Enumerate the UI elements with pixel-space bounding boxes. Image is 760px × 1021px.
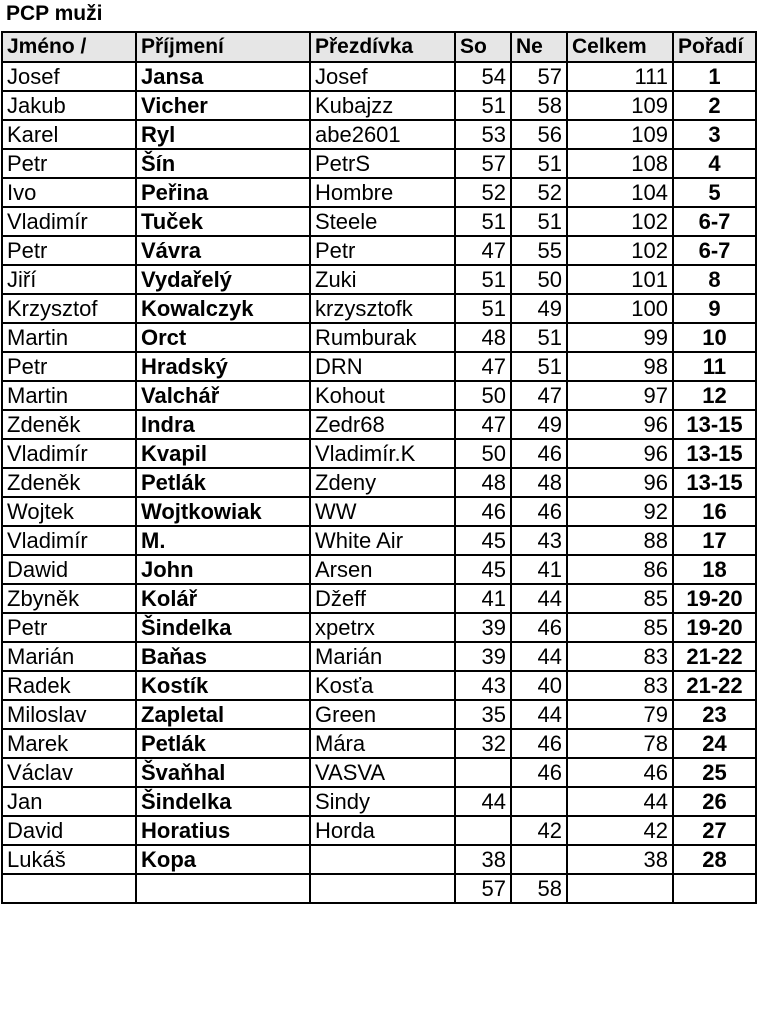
cell-total: 42 bbox=[567, 816, 673, 845]
cell-rank: 18 bbox=[673, 555, 756, 584]
cell-saturday: 41 bbox=[455, 584, 511, 613]
cell-saturday: 32 bbox=[455, 729, 511, 758]
cell-first-name: Zbyněk bbox=[2, 584, 136, 613]
table-row bbox=[2, 700, 756, 729]
cell-surname: Hradský bbox=[136, 352, 310, 381]
table-row bbox=[2, 845, 756, 874]
col-header-first-name: Jméno / bbox=[2, 32, 136, 62]
cell-sunday: 47 bbox=[511, 381, 567, 410]
cell-total: 38 bbox=[567, 845, 673, 874]
cell-first-name: Lukáš bbox=[2, 845, 136, 874]
cell-rank: 10 bbox=[673, 323, 756, 352]
cell-rank: 2 bbox=[673, 91, 756, 120]
cell-sunday: 48 bbox=[511, 468, 567, 497]
cell-first-name: Martin bbox=[2, 323, 136, 352]
cell-first-name: Petr bbox=[2, 352, 136, 381]
cell-sunday: 51 bbox=[511, 323, 567, 352]
cell-rank: 12 bbox=[673, 381, 756, 410]
cell-total: 111 bbox=[567, 62, 673, 91]
cell-total: 96 bbox=[567, 468, 673, 497]
cell-sunday: 44 bbox=[511, 700, 567, 729]
cell-total: 83 bbox=[567, 642, 673, 671]
col-header-total: Celkem bbox=[567, 32, 673, 62]
table-row bbox=[2, 207, 756, 236]
cell-nickname: Zedr68 bbox=[310, 410, 455, 439]
cell-surname: Baňas bbox=[136, 642, 310, 671]
cell-first-name: Miloslav bbox=[2, 700, 136, 729]
cell-rank: 4 bbox=[673, 149, 756, 178]
cell-rank: 13-15 bbox=[673, 439, 756, 468]
col-header-surname: Příjmení bbox=[136, 32, 310, 62]
cell-rank: 25 bbox=[673, 758, 756, 787]
cell-nickname: abe2601 bbox=[310, 120, 455, 149]
cell-first-name: Vladimír bbox=[2, 526, 136, 555]
cell-rank: 24 bbox=[673, 729, 756, 758]
cell-saturday: 50 bbox=[455, 439, 511, 468]
cell-nickname: Zdeny bbox=[310, 468, 455, 497]
cell-first-name: Wojtek bbox=[2, 497, 136, 526]
table-row bbox=[2, 816, 756, 845]
cell-sunday: 56 bbox=[511, 120, 567, 149]
cell-first-name: Petr bbox=[2, 236, 136, 265]
cell-saturday: 44 bbox=[455, 787, 511, 816]
cell-nickname: DRN bbox=[310, 352, 455, 381]
cell-surname: Kostík bbox=[136, 671, 310, 700]
cell-saturday: 38 bbox=[455, 845, 511, 874]
cell-total: 83 bbox=[567, 671, 673, 700]
cell-rank: 16 bbox=[673, 497, 756, 526]
table-row bbox=[2, 62, 756, 91]
cell-nickname: Horda bbox=[310, 816, 455, 845]
cell-saturday: 50 bbox=[455, 381, 511, 410]
cell-surname: Kowalczyk bbox=[136, 294, 310, 323]
cell-surname: Šindelka bbox=[136, 613, 310, 642]
table-row bbox=[2, 352, 756, 381]
cell-rank: 13-15 bbox=[673, 468, 756, 497]
cell-total: 88 bbox=[567, 526, 673, 555]
cell-first-name: Marián bbox=[2, 642, 136, 671]
table-row bbox=[2, 526, 756, 555]
cell-rank: 8 bbox=[673, 265, 756, 294]
cell-saturday: 47 bbox=[455, 236, 511, 265]
cell-sunday: 51 bbox=[511, 149, 567, 178]
cell-nickname: WW bbox=[310, 497, 455, 526]
cell-rank: 26 bbox=[673, 787, 756, 816]
cell-saturday bbox=[455, 816, 511, 845]
col-header-saturday: So bbox=[455, 32, 511, 62]
cell-rank: 9 bbox=[673, 294, 756, 323]
cell-surname: Horatius bbox=[136, 816, 310, 845]
cell-total: 108 bbox=[567, 149, 673, 178]
cell-sunday: 49 bbox=[511, 294, 567, 323]
cell-first-name: Krzysztof bbox=[2, 294, 136, 323]
cell-rank: 3 bbox=[673, 120, 756, 149]
results-table bbox=[1, 31, 757, 904]
cell-first-name: Radek bbox=[2, 671, 136, 700]
cell-surname: Vydařelý bbox=[136, 265, 310, 294]
cell-surname: Ryl bbox=[136, 120, 310, 149]
cell-saturday: 51 bbox=[455, 91, 511, 120]
cell-nickname: Zuki bbox=[310, 265, 455, 294]
cell-sunday: 46 bbox=[511, 729, 567, 758]
cell-first-name: Marek bbox=[2, 729, 136, 758]
cell-sunday: 52 bbox=[511, 178, 567, 207]
cell-sunday: 55 bbox=[511, 236, 567, 265]
cell-nickname: Marián bbox=[310, 642, 455, 671]
header-row bbox=[2, 32, 756, 62]
cell-saturday: 46 bbox=[455, 497, 511, 526]
cell-saturday: 39 bbox=[455, 642, 511, 671]
cell-surname: Wojtkowiak bbox=[136, 497, 310, 526]
cell-nickname: Kosťa bbox=[310, 671, 455, 700]
table-row bbox=[2, 555, 756, 584]
cell-total: 102 bbox=[567, 236, 673, 265]
cell-sunday: 42 bbox=[511, 816, 567, 845]
cell-total: 46 bbox=[567, 758, 673, 787]
cell-saturday: 51 bbox=[455, 207, 511, 236]
cell-total: 100 bbox=[567, 294, 673, 323]
cell-nickname: Kohout bbox=[310, 381, 455, 410]
cell-surname bbox=[136, 874, 310, 903]
table-row bbox=[2, 584, 756, 613]
cell-rank: 6-7 bbox=[673, 236, 756, 265]
cell-first-name: Petr bbox=[2, 613, 136, 642]
table-row bbox=[2, 758, 756, 787]
cell-surname: Petlák bbox=[136, 729, 310, 758]
cell-saturday: 57 bbox=[455, 149, 511, 178]
table-row bbox=[2, 468, 756, 497]
cell-rank: 5 bbox=[673, 178, 756, 207]
cell-sunday: 49 bbox=[511, 410, 567, 439]
cell-nickname: Rumburak bbox=[310, 323, 455, 352]
cell-total: 101 bbox=[567, 265, 673, 294]
cell-sunday: 44 bbox=[511, 584, 567, 613]
cell-total: 99 bbox=[567, 323, 673, 352]
cell-total: 96 bbox=[567, 410, 673, 439]
cell-surname: Jansa bbox=[136, 62, 310, 91]
cell-sunday: 51 bbox=[511, 352, 567, 381]
cell-saturday: 45 bbox=[455, 526, 511, 555]
cell-surname: Švaňhal bbox=[136, 758, 310, 787]
cell-surname: Vávra bbox=[136, 236, 310, 265]
cell-first-name: Jiří bbox=[2, 265, 136, 294]
cell-surname: Indra bbox=[136, 410, 310, 439]
cell-first-name: Jakub bbox=[2, 91, 136, 120]
cell-first-name: Petr bbox=[2, 149, 136, 178]
cell-first-name: Jan bbox=[2, 787, 136, 816]
table-row bbox=[2, 787, 756, 816]
cell-first-name: David bbox=[2, 816, 136, 845]
cell-nickname: Arsen bbox=[310, 555, 455, 584]
cell-sunday: 46 bbox=[511, 758, 567, 787]
cell-rank: 6-7 bbox=[673, 207, 756, 236]
cell-total: 78 bbox=[567, 729, 673, 758]
cell-saturday: 45 bbox=[455, 555, 511, 584]
cell-total: 102 bbox=[567, 207, 673, 236]
cell-surname: Petlák bbox=[136, 468, 310, 497]
cell-total: 86 bbox=[567, 555, 673, 584]
cell-saturday: 35 bbox=[455, 700, 511, 729]
cell-saturday: 48 bbox=[455, 323, 511, 352]
cell-first-name: Vladimír bbox=[2, 439, 136, 468]
cell-surname: Šindelka bbox=[136, 787, 310, 816]
cell-total: 104 bbox=[567, 178, 673, 207]
cell-nickname: Sindy bbox=[310, 787, 455, 816]
table-row bbox=[2, 874, 756, 903]
table-row bbox=[2, 642, 756, 671]
table-row bbox=[2, 497, 756, 526]
cell-nickname: Green bbox=[310, 700, 455, 729]
cell-saturday: 53 bbox=[455, 120, 511, 149]
table-row bbox=[2, 120, 756, 149]
table-body bbox=[2, 62, 756, 903]
cell-sunday: 46 bbox=[511, 613, 567, 642]
cell-total: 109 bbox=[567, 91, 673, 120]
cell-surname: Peřina bbox=[136, 178, 310, 207]
table-row bbox=[2, 381, 756, 410]
cell-saturday: 39 bbox=[455, 613, 511, 642]
cell-nickname: White Air bbox=[310, 526, 455, 555]
cell-surname: Kopa bbox=[136, 845, 310, 874]
table-row bbox=[2, 323, 756, 352]
cell-total: 92 bbox=[567, 497, 673, 526]
cell-nickname bbox=[310, 845, 455, 874]
cell-first-name: Ivo bbox=[2, 178, 136, 207]
cell-rank: 19-20 bbox=[673, 613, 756, 642]
table-row bbox=[2, 294, 756, 323]
cell-total: 79 bbox=[567, 700, 673, 729]
table-row bbox=[2, 613, 756, 642]
cell-first-name bbox=[2, 874, 136, 903]
cell-sunday: 58 bbox=[511, 91, 567, 120]
cell-rank: 1 bbox=[673, 62, 756, 91]
cell-rank: 21-22 bbox=[673, 671, 756, 700]
cell-nickname: krzysztofk bbox=[310, 294, 455, 323]
cell-total: 96 bbox=[567, 439, 673, 468]
cell-surname: Orct bbox=[136, 323, 310, 352]
cell-sunday: 58 bbox=[511, 874, 567, 903]
cell-first-name: Martin bbox=[2, 381, 136, 410]
cell-nickname: Hombre bbox=[310, 178, 455, 207]
table-row bbox=[2, 265, 756, 294]
table-row bbox=[2, 178, 756, 207]
cell-rank: 11 bbox=[673, 352, 756, 381]
cell-total bbox=[567, 874, 673, 903]
cell-sunday: 40 bbox=[511, 671, 567, 700]
cell-nickname: PetrS bbox=[310, 149, 455, 178]
cell-saturday: 54 bbox=[455, 62, 511, 91]
cell-sunday: 44 bbox=[511, 642, 567, 671]
cell-rank: 27 bbox=[673, 816, 756, 845]
cell-first-name: Vladimír bbox=[2, 207, 136, 236]
table-row bbox=[2, 439, 756, 468]
table-row bbox=[2, 729, 756, 758]
cell-surname: John bbox=[136, 555, 310, 584]
cell-first-name: Zdeněk bbox=[2, 468, 136, 497]
cell-surname: Valchář bbox=[136, 381, 310, 410]
page-title: PCP muži bbox=[6, 2, 103, 25]
cell-sunday bbox=[511, 845, 567, 874]
cell-first-name: Josef bbox=[2, 62, 136, 91]
cell-nickname: Vladimír.K bbox=[310, 439, 455, 468]
cell-nickname: xpetrx bbox=[310, 613, 455, 642]
cell-total: 98 bbox=[567, 352, 673, 381]
cell-surname: Kolář bbox=[136, 584, 310, 613]
cell-surname: Šín bbox=[136, 149, 310, 178]
table-row bbox=[2, 671, 756, 700]
cell-saturday: 47 bbox=[455, 352, 511, 381]
cell-nickname: Džeff bbox=[310, 584, 455, 613]
table-row bbox=[2, 410, 756, 439]
cell-first-name: Zdeněk bbox=[2, 410, 136, 439]
cell-saturday: 52 bbox=[455, 178, 511, 207]
cell-first-name: Václav bbox=[2, 758, 136, 787]
cell-sunday bbox=[511, 787, 567, 816]
col-header-sunday: Ne bbox=[511, 32, 567, 62]
cell-sunday: 46 bbox=[511, 497, 567, 526]
cell-nickname bbox=[310, 874, 455, 903]
cell-surname: Kvapil bbox=[136, 439, 310, 468]
cell-rank: 19-20 bbox=[673, 584, 756, 613]
cell-saturday: 51 bbox=[455, 265, 511, 294]
cell-sunday: 41 bbox=[511, 555, 567, 584]
cell-surname: Zapletal bbox=[136, 700, 310, 729]
cell-sunday: 46 bbox=[511, 439, 567, 468]
cell-total: 44 bbox=[567, 787, 673, 816]
cell-nickname: Josef bbox=[310, 62, 455, 91]
cell-saturday: 57 bbox=[455, 874, 511, 903]
cell-total: 109 bbox=[567, 120, 673, 149]
cell-rank: 28 bbox=[673, 845, 756, 874]
cell-total: 85 bbox=[567, 584, 673, 613]
cell-sunday: 50 bbox=[511, 265, 567, 294]
cell-total: 97 bbox=[567, 381, 673, 410]
cell-nickname: Kubajzz bbox=[310, 91, 455, 120]
cell-rank bbox=[673, 874, 756, 903]
cell-first-name: Dawid bbox=[2, 555, 136, 584]
cell-sunday: 57 bbox=[511, 62, 567, 91]
cell-rank: 13-15 bbox=[673, 410, 756, 439]
cell-saturday: 48 bbox=[455, 468, 511, 497]
col-header-nickname: Přezdívka bbox=[310, 32, 455, 62]
cell-total: 85 bbox=[567, 613, 673, 642]
cell-rank: 21-22 bbox=[673, 642, 756, 671]
table-row bbox=[2, 149, 756, 178]
cell-saturday: 51 bbox=[455, 294, 511, 323]
cell-saturday bbox=[455, 758, 511, 787]
cell-rank: 17 bbox=[673, 526, 756, 555]
cell-saturday: 43 bbox=[455, 671, 511, 700]
cell-surname: M. bbox=[136, 526, 310, 555]
table-row bbox=[2, 236, 756, 265]
cell-rank: 23 bbox=[673, 700, 756, 729]
col-header-rank: Pořadí bbox=[673, 32, 756, 62]
cell-nickname: Steele bbox=[310, 207, 455, 236]
cell-nickname: Petr bbox=[310, 236, 455, 265]
cell-nickname: Mára bbox=[310, 729, 455, 758]
cell-sunday: 51 bbox=[511, 207, 567, 236]
cell-surname: Vicher bbox=[136, 91, 310, 120]
cell-saturday: 47 bbox=[455, 410, 511, 439]
cell-surname: Tuček bbox=[136, 207, 310, 236]
cell-sunday: 43 bbox=[511, 526, 567, 555]
cell-nickname: VASVA bbox=[310, 758, 455, 787]
table-row bbox=[2, 91, 756, 120]
cell-first-name: Karel bbox=[2, 120, 136, 149]
